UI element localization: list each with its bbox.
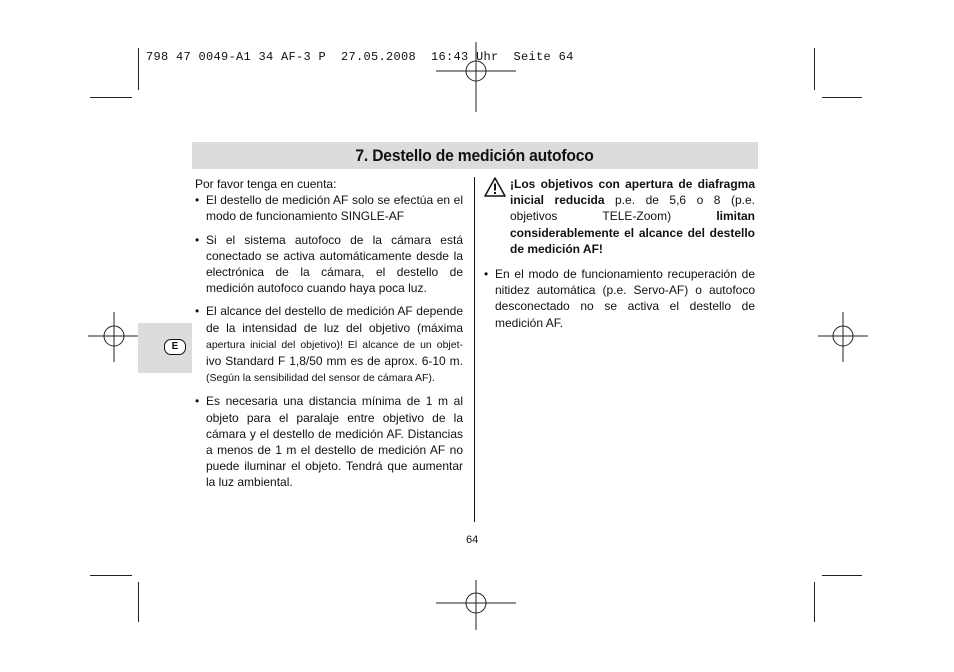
crop-mark-top-left-v [138,48,139,90]
language-tab [138,323,192,373]
list-item-text-small: apertura inicial del objetivo)! El alcance de un objet- [206,338,463,351]
column-divider [474,177,475,522]
warning-bold-text: ¡Los objetivos con apertura de diafragma inicial reducida [510,177,755,208]
list-item-text: El destello de medición AF solo se efectúa en el modo de funcionamiento SINGLE-AF [206,193,463,224]
left-column [195,176,463,491]
list-item-text-small: (Según la sensibilidad del sensor de cámara AF). [206,372,435,385]
warning-text: p.e. de 5,6 o 8 (p.e. objetivos TELE-Zoom) [510,193,755,224]
section-title-bar [192,142,758,169]
section-title: 7. Destello de medición autofoco [355,145,595,165]
bullet-icon: • [195,193,200,208]
registration-mark-right-icon [818,312,868,362]
right-column [484,176,755,331]
list-item-text: En el modo de funcionamiento recuperación de nitidez automática (p.e. Servo-AF) o autofoco desconectado no se activa el destello de medición AF. [495,267,755,330]
registration-mark-bottom-icon [436,580,516,630]
list-item [484,266,755,331]
warning-note [484,176,755,257]
list-item [195,393,463,490]
bullet-icon: • [195,304,200,319]
language-badge: E [164,339,186,355]
crop-mark-top-right-h [822,97,862,98]
crop-mark-top-right-v [814,48,815,90]
list-item [195,192,463,224]
bullet-icon: • [195,232,200,247]
crop-mark-top-left-h [90,97,132,98]
registration-mark-left-icon [88,312,138,362]
registration-mark-top-icon [436,42,516,112]
list-item [195,303,463,386]
bullet-icon: • [195,394,200,409]
list-item-text: Es necesaria una distancia mínima de 1 m al objeto para el paralaje entre objetivo de la cámara y el destello de medición AF. Distancias a menos de 1 m el destello de medición AF no puede iluminar el objeto. Tendrá que aumentar la luz ambiental. [206,394,463,490]
crop-mark-bottom-right-v [814,582,815,622]
crop-mark-bottom-right-h [822,575,862,576]
crop-mark-bottom-left-v [138,582,139,622]
intro-text: Por favor tenga en cuenta: [195,177,337,191]
list-item [195,232,463,297]
print-header: 798 47 0049-A1 34 AF-3 P 27.05.2008 16:43 Uhr Seite 64 [146,50,574,64]
crop-mark-bottom-left-h [90,575,132,576]
list-item-text: El alcance del destello de medición AF depende de la intensidad de luz del objetivo (máxima [206,304,463,335]
list-item-text: ivo Standard F 1,8/50 mm es de aprox. 6-10 m. [206,354,463,369]
warning-bold-text: limitan considerablemente el alcance del destello de medición AF! [510,209,755,256]
page-number: 64 [466,534,479,546]
list-item-text: Si el sistema autofoco de la cámara está conectado se activa automáticamente desde la electrónica de la cámara, el destello de medición autofoco cuando haya poca luz. [206,232,463,296]
bullet-icon: • [484,267,489,282]
warning-triangle-icon [484,177,506,197]
